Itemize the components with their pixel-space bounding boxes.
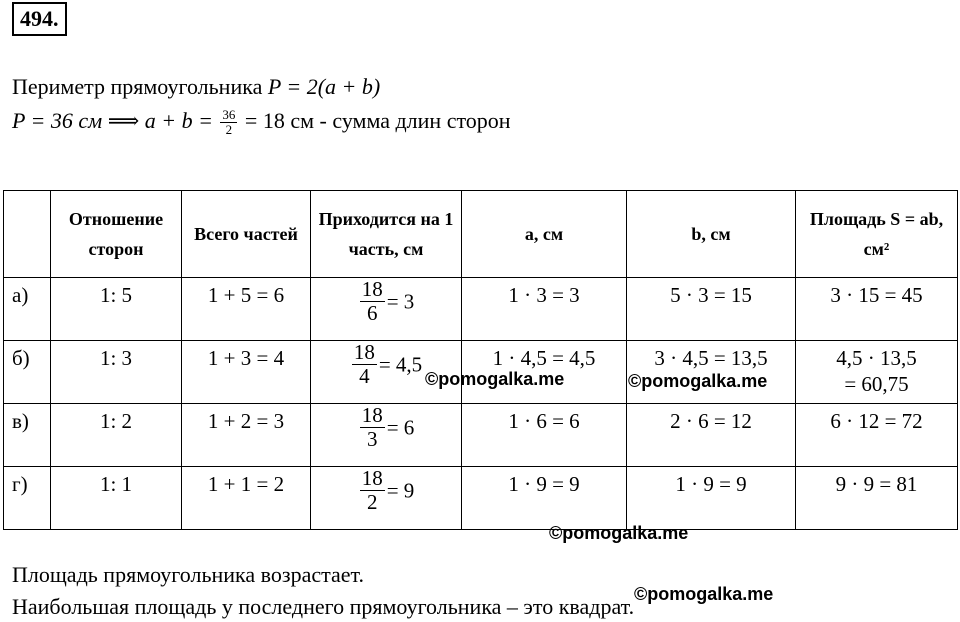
area-value: 4,5 · 13,5: [836, 346, 917, 370]
header-b: b, см: [627, 191, 796, 278]
header-ratio: Отношение сторон: [51, 191, 182, 278]
table-row: [4, 278, 958, 341]
row-a: 1 · 3 = 3: [462, 278, 627, 341]
row-parts: 1 + 3 = 4: [182, 341, 311, 404]
perimeter-text: Периметр прямоугольника: [12, 74, 268, 99]
fraction-numerator: 36: [222, 107, 236, 123]
row-a: 1 · 4,5 = 4,5: [462, 341, 627, 404]
header-a: a, см: [462, 191, 627, 278]
watermark-4: ©pomogalka.me: [634, 584, 774, 604]
fraction-numerator: 18: [361, 277, 383, 301]
conclusion-1: Площадь прямоугольника возрастает.: [12, 562, 364, 587]
per-part-fraction: [360, 467, 385, 514]
per-part-fraction: [360, 404, 385, 451]
watermark-1: ©pomogalka.me: [425, 369, 565, 389]
header-area: Площадь S = ab, см²: [796, 191, 958, 278]
row-parts: 1 + 2 = 3: [182, 404, 311, 467]
row-b: 5 · 3 = 15: [627, 278, 796, 341]
area-value: 6 · 12 = 72: [830, 409, 923, 433]
area-value: 3 · 15 = 45: [830, 283, 923, 307]
fraction-denominator: 2: [225, 122, 233, 138]
row-label: б): [4, 341, 51, 404]
per-part-result: = 4,5: [378, 352, 423, 377]
row-area: [796, 278, 958, 341]
row-area: [796, 467, 958, 530]
per-part-result: = 6: [386, 415, 415, 440]
area-value: 9 · 9 = 81: [835, 472, 918, 496]
header-empty: [4, 191, 51, 278]
sum-formula-start: P = 36 см ⟹ a + b =: [12, 108, 219, 133]
table-header-row: [4, 191, 958, 278]
row-per-part: [311, 404, 462, 467]
fraction-denominator: 3: [366, 427, 378, 452]
sum-result: = 18 см: [239, 108, 315, 133]
per-part-result: = 9: [386, 478, 415, 503]
watermark-2: ©pomogalka.me: [628, 371, 768, 391]
perimeter-formula-line: [12, 74, 380, 100]
row-label: а): [4, 278, 51, 341]
conclusion-2: Наибольшая площадь у последнего прямоугольника – это квадрат.: [12, 594, 635, 619]
table-row: [4, 404, 958, 467]
sum-line: [12, 108, 511, 138]
row-area: [796, 404, 958, 467]
fraction-numerator: 18: [353, 340, 375, 364]
row-a: 1 · 6 = 6: [462, 404, 627, 467]
row-per-part: [311, 278, 462, 341]
row-label: г): [4, 467, 51, 530]
row-b: 1 · 9 = 9: [627, 467, 796, 530]
row-ratio: 1: 5: [51, 278, 182, 341]
fraction-numerator: 18: [361, 403, 383, 427]
per-part-fraction: [360, 278, 385, 325]
watermark-3: ©pomogalka.me: [549, 523, 689, 543]
fraction-denominator: 6: [366, 301, 378, 326]
row-b: 2 · 6 = 12: [627, 404, 796, 467]
row-parts: 1 + 5 = 6: [182, 278, 311, 341]
row-label: в): [4, 404, 51, 467]
fraction-denominator: 2: [366, 490, 378, 515]
ratio-table: [3, 190, 958, 530]
per-part-result: = 3: [386, 289, 415, 314]
row-ratio: 1: 2: [51, 404, 182, 467]
row-b: 3 · 4,5 = 13,5: [627, 341, 796, 404]
table-row: [4, 467, 958, 530]
row-per-part: [311, 467, 462, 530]
sum-fraction: [220, 108, 237, 138]
row-area: [796, 341, 958, 404]
header-parts: Всего частей: [182, 191, 311, 278]
perimeter-formula: P = 2(a + b): [267, 74, 381, 99]
sum-note: - сумма длин сторон: [314, 108, 511, 133]
problem-number: 494.: [12, 2, 67, 36]
fraction-numerator: 18: [361, 466, 383, 490]
header-per-part: Приходится на 1 часть, см: [311, 191, 462, 278]
row-parts: 1 + 1 = 2: [182, 467, 311, 530]
area-value-continued: = 60,75: [844, 372, 909, 396]
row-ratio: 1: 3: [51, 341, 182, 404]
row-ratio: 1: 1: [51, 467, 182, 530]
per-part-fraction: [352, 341, 377, 388]
fraction-denominator: 4: [359, 364, 370, 389]
row-a: 1 · 9 = 9: [462, 467, 627, 530]
